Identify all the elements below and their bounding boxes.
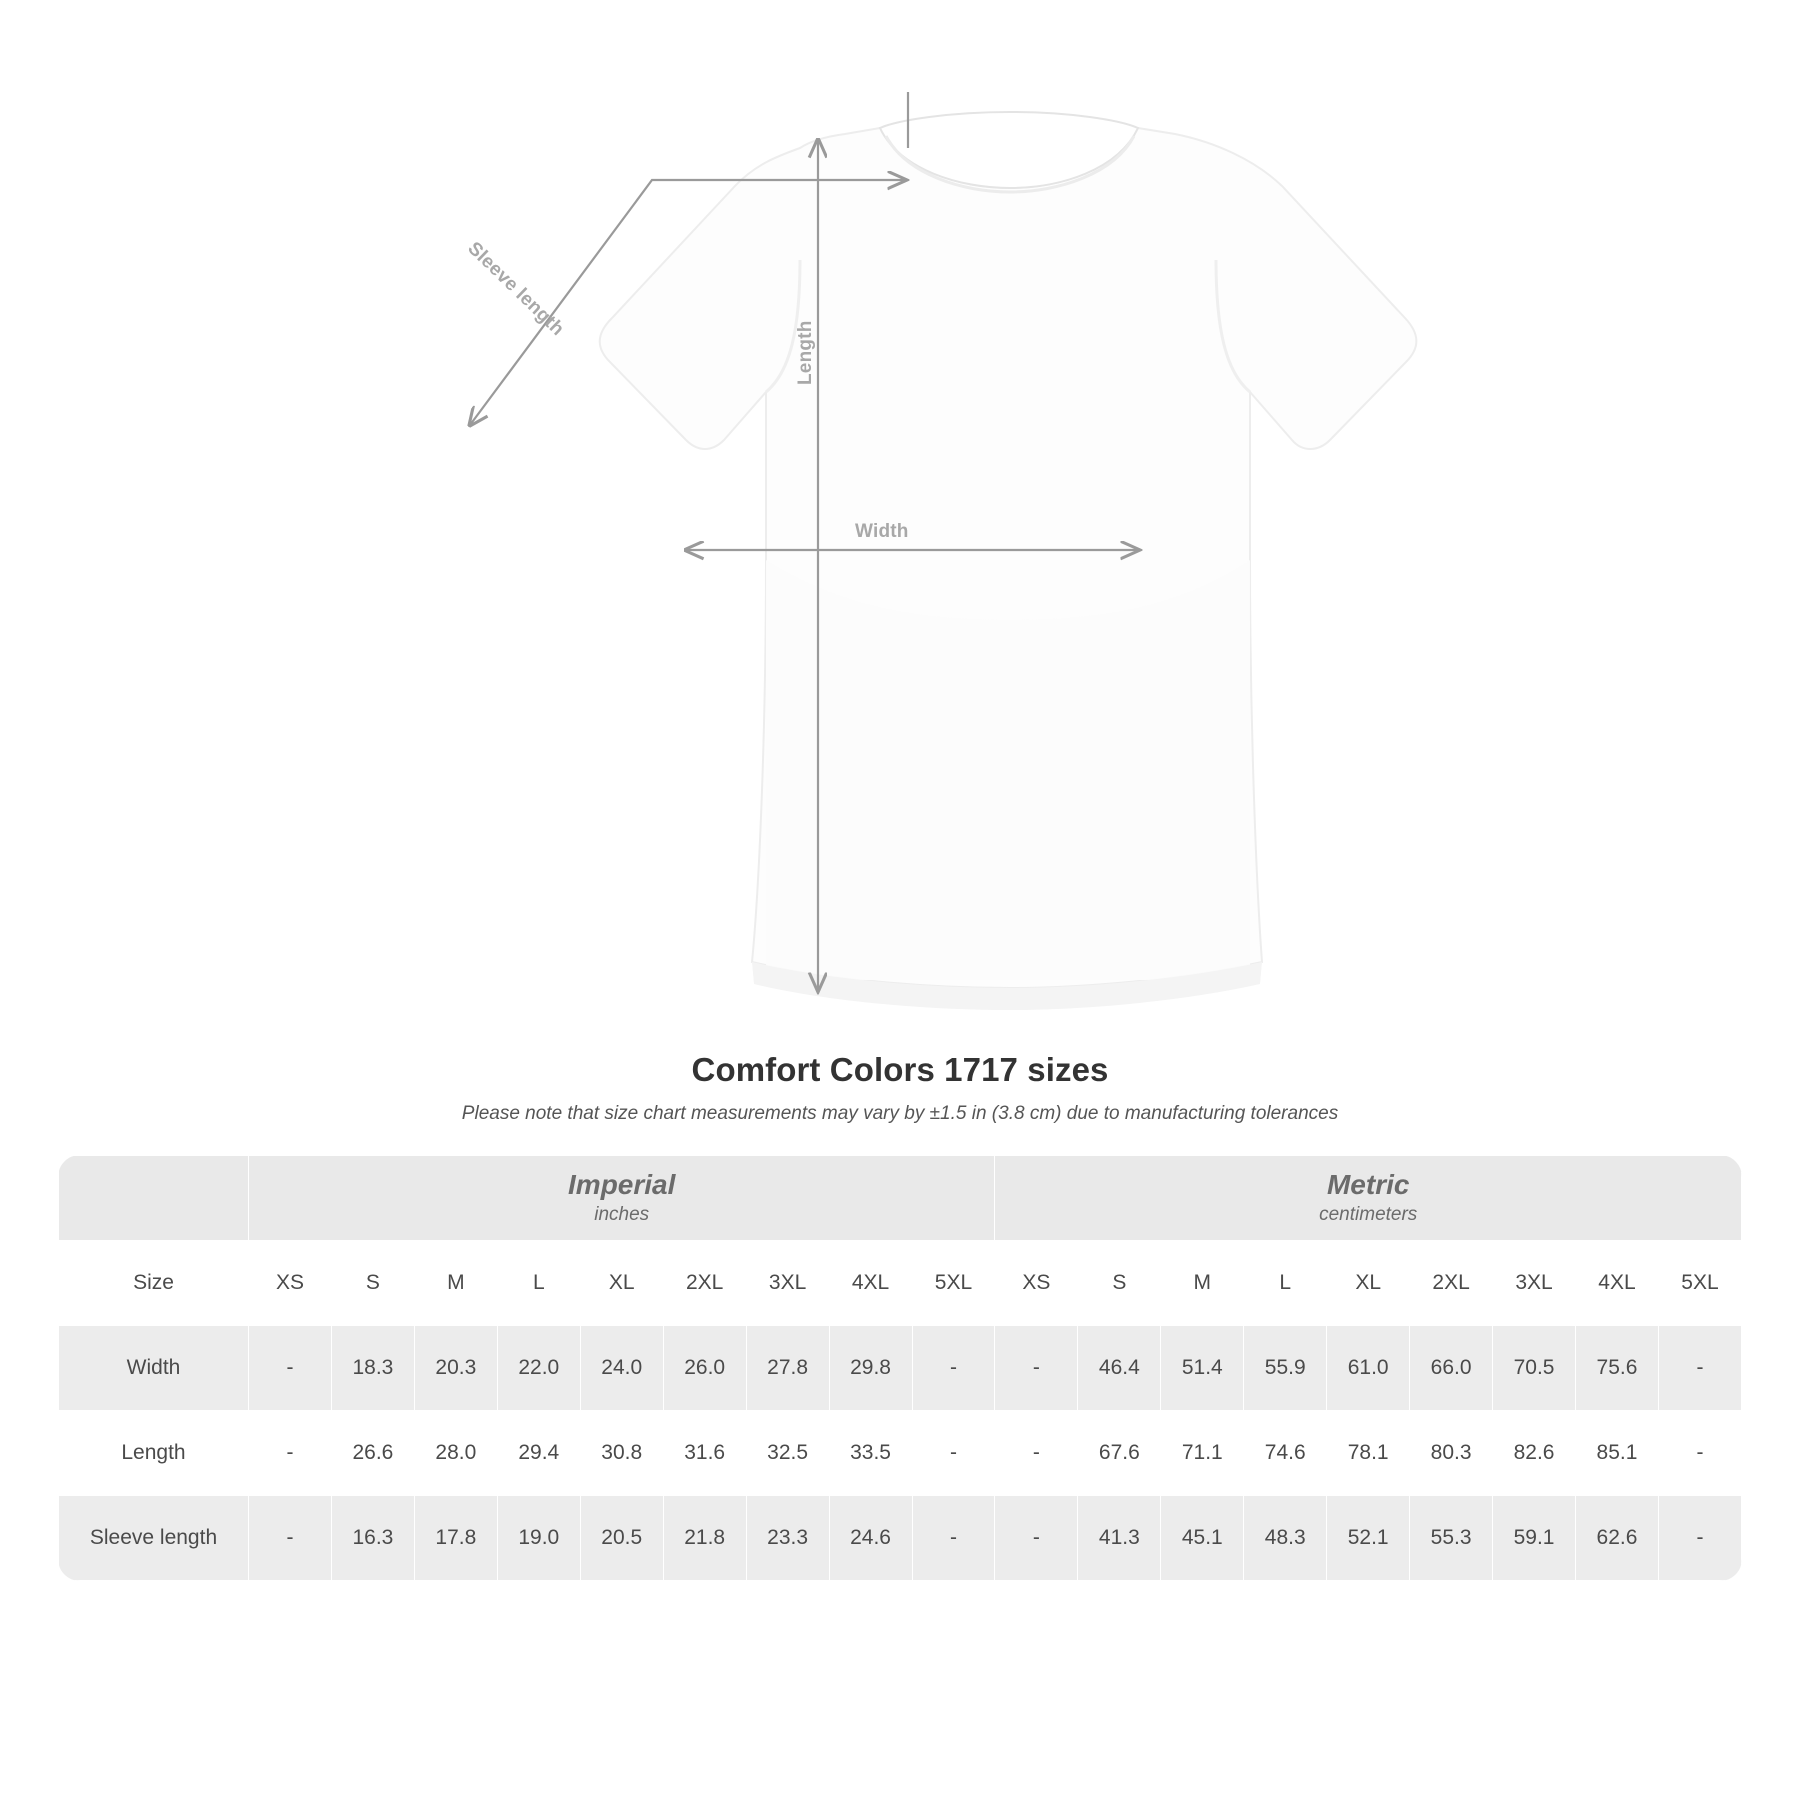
cell-sleeve-imp-2xl: 21.8 bbox=[663, 1496, 746, 1581]
cell-sleeve-met-4xl: 62.6 bbox=[1576, 1496, 1659, 1581]
cell-length-imp-m: 28.0 bbox=[414, 1411, 497, 1496]
cell-length-met-3xl: 82.6 bbox=[1493, 1411, 1576, 1496]
units-corner-cell bbox=[59, 1156, 249, 1241]
size-header-metric-5xl: 5XL bbox=[1658, 1241, 1741, 1326]
cell-sleeve-met-xs: - bbox=[995, 1496, 1078, 1581]
cell-length-met-s: 67.6 bbox=[1078, 1411, 1161, 1496]
cell-length-met-xl: 78.1 bbox=[1327, 1411, 1410, 1496]
cell-sleeve-met-5xl: - bbox=[1658, 1496, 1741, 1581]
size-header-metric-3xl: 3XL bbox=[1493, 1241, 1576, 1326]
size-header-imperial-s: S bbox=[331, 1241, 414, 1326]
cell-width-met-s: 46.4 bbox=[1078, 1326, 1161, 1411]
cell-width-imp-l: 22.0 bbox=[497, 1326, 580, 1411]
size-table-wrapper bbox=[58, 1155, 1742, 1581]
cell-width-met-xl: 61.0 bbox=[1327, 1326, 1410, 1411]
chart-heading bbox=[0, 1051, 1800, 1125]
size-header-metric-4xl: 4XL bbox=[1576, 1241, 1659, 1326]
size-header-imperial-5xl: 5XL bbox=[912, 1241, 995, 1326]
unit-header-metric bbox=[995, 1156, 1742, 1241]
cell-length-imp-4xl: 33.5 bbox=[829, 1411, 912, 1496]
cell-width-imp-m: 20.3 bbox=[414, 1326, 497, 1411]
size-table bbox=[58, 1155, 1742, 1581]
cell-width-imp-s: 18.3 bbox=[331, 1326, 414, 1411]
unit-sub-metric: centimeters bbox=[1319, 1204, 1418, 1226]
cell-sleeve-met-2xl: 55.3 bbox=[1410, 1496, 1493, 1581]
cell-width-imp-3xl: 27.8 bbox=[746, 1326, 829, 1411]
cell-width-met-xs: - bbox=[995, 1326, 1078, 1411]
cell-length-imp-5xl: - bbox=[912, 1411, 995, 1496]
cell-sleeve-imp-xl: 20.5 bbox=[580, 1496, 663, 1581]
units-row bbox=[59, 1156, 1742, 1241]
size-header-imperial-l: L bbox=[497, 1241, 580, 1326]
size-header-imperial-4xl: 4XL bbox=[829, 1241, 912, 1326]
row-label-sleeve-length: Sleeve length bbox=[59, 1496, 249, 1581]
cell-width-imp-xl: 24.0 bbox=[580, 1326, 663, 1411]
size-header-metric-m: M bbox=[1161, 1241, 1244, 1326]
size-header-metric-l: L bbox=[1244, 1241, 1327, 1326]
row-label-length: Length bbox=[59, 1411, 249, 1496]
cell-width-met-m: 51.4 bbox=[1161, 1326, 1244, 1411]
cell-sleeve-imp-l: 19.0 bbox=[497, 1496, 580, 1581]
cell-sleeve-met-s: 41.3 bbox=[1078, 1496, 1161, 1581]
unit-header-imperial bbox=[249, 1156, 995, 1241]
cell-sleeve-imp-4xl: 24.6 bbox=[829, 1496, 912, 1581]
page-title: Comfort Colors 1717 sizes bbox=[691, 1051, 1109, 1088]
cell-sleeve-met-l: 48.3 bbox=[1244, 1496, 1327, 1581]
cell-sleeve-met-m: 45.1 bbox=[1161, 1496, 1244, 1581]
table-row bbox=[59, 1496, 1742, 1581]
tolerance-note: Please note that size chart measurements may vary by ±1.5 in (3.8 cm) due to manufacturing tolerances bbox=[461, 1103, 1339, 1124]
cell-width-imp-2xl: 26.0 bbox=[663, 1326, 746, 1411]
cell-sleeve-imp-s: 16.3 bbox=[331, 1496, 414, 1581]
cell-length-met-4xl: 85.1 bbox=[1576, 1411, 1659, 1496]
cell-width-met-4xl: 75.6 bbox=[1576, 1326, 1659, 1411]
size-header-metric-xl: XL bbox=[1327, 1241, 1410, 1326]
size-header-label: Size bbox=[59, 1241, 249, 1326]
size-header-imperial-m: M bbox=[414, 1241, 497, 1326]
cell-width-met-3xl: 70.5 bbox=[1493, 1326, 1576, 1411]
size-header-imperial-3xl: 3XL bbox=[746, 1241, 829, 1326]
cell-width-imp-5xl: - bbox=[912, 1326, 995, 1411]
cell-length-imp-s: 26.6 bbox=[331, 1411, 414, 1496]
cell-length-met-2xl: 80.3 bbox=[1410, 1411, 1493, 1496]
cell-length-imp-xl: 30.8 bbox=[580, 1411, 663, 1496]
sleeve-length-label: Sleeve length bbox=[463, 238, 568, 341]
cell-sleeve-imp-m: 17.8 bbox=[414, 1496, 497, 1581]
cell-sleeve-imp-5xl: - bbox=[912, 1496, 995, 1581]
cell-length-imp-3xl: 32.5 bbox=[746, 1411, 829, 1496]
size-header-metric-s: S bbox=[1078, 1241, 1161, 1326]
unit-sub-imperial: inches bbox=[594, 1204, 650, 1226]
cell-length-imp-2xl: 31.6 bbox=[663, 1411, 746, 1496]
cell-length-imp-xs: - bbox=[249, 1411, 332, 1496]
cell-width-met-l: 55.9 bbox=[1244, 1326, 1327, 1411]
size-header-imperial-xl: XL bbox=[580, 1241, 663, 1326]
unit-name-imperial: Imperial bbox=[568, 1169, 676, 1201]
cell-length-imp-l: 29.4 bbox=[497, 1411, 580, 1496]
row-label-width: Width bbox=[59, 1326, 249, 1411]
cell-sleeve-met-3xl: 59.1 bbox=[1493, 1496, 1576, 1581]
cell-length-met-5xl: - bbox=[1658, 1411, 1741, 1496]
cell-sleeve-met-xl: 52.1 bbox=[1327, 1496, 1410, 1581]
cell-width-imp-4xl: 29.8 bbox=[829, 1326, 912, 1411]
cell-length-met-l: 74.6 bbox=[1244, 1411, 1327, 1496]
size-header-imperial-2xl: 2XL bbox=[663, 1241, 746, 1326]
size-header-row bbox=[59, 1241, 1742, 1326]
cell-width-met-2xl: 66.0 bbox=[1410, 1326, 1493, 1411]
unit-name-metric: Metric bbox=[1326, 1169, 1410, 1201]
size-header-metric-2xl: 2XL bbox=[1410, 1241, 1493, 1326]
cell-sleeve-imp-xs: - bbox=[249, 1496, 332, 1581]
size-header-metric-xs: XS bbox=[995, 1241, 1078, 1326]
cell-length-met-xs: - bbox=[995, 1411, 1078, 1496]
cell-sleeve-imp-3xl: 23.3 bbox=[746, 1496, 829, 1581]
tshirt-shape bbox=[600, 112, 1417, 1010]
cell-length-met-m: 71.1 bbox=[1161, 1411, 1244, 1496]
table-row bbox=[59, 1326, 1742, 1411]
cell-width-imp-xs: - bbox=[249, 1326, 332, 1411]
length-label: Length bbox=[795, 320, 816, 385]
table-row bbox=[59, 1411, 1742, 1496]
cell-width-met-5xl: - bbox=[1658, 1326, 1741, 1411]
size-header-imperial-xs: XS bbox=[249, 1241, 332, 1326]
width-label: Width bbox=[855, 521, 909, 542]
